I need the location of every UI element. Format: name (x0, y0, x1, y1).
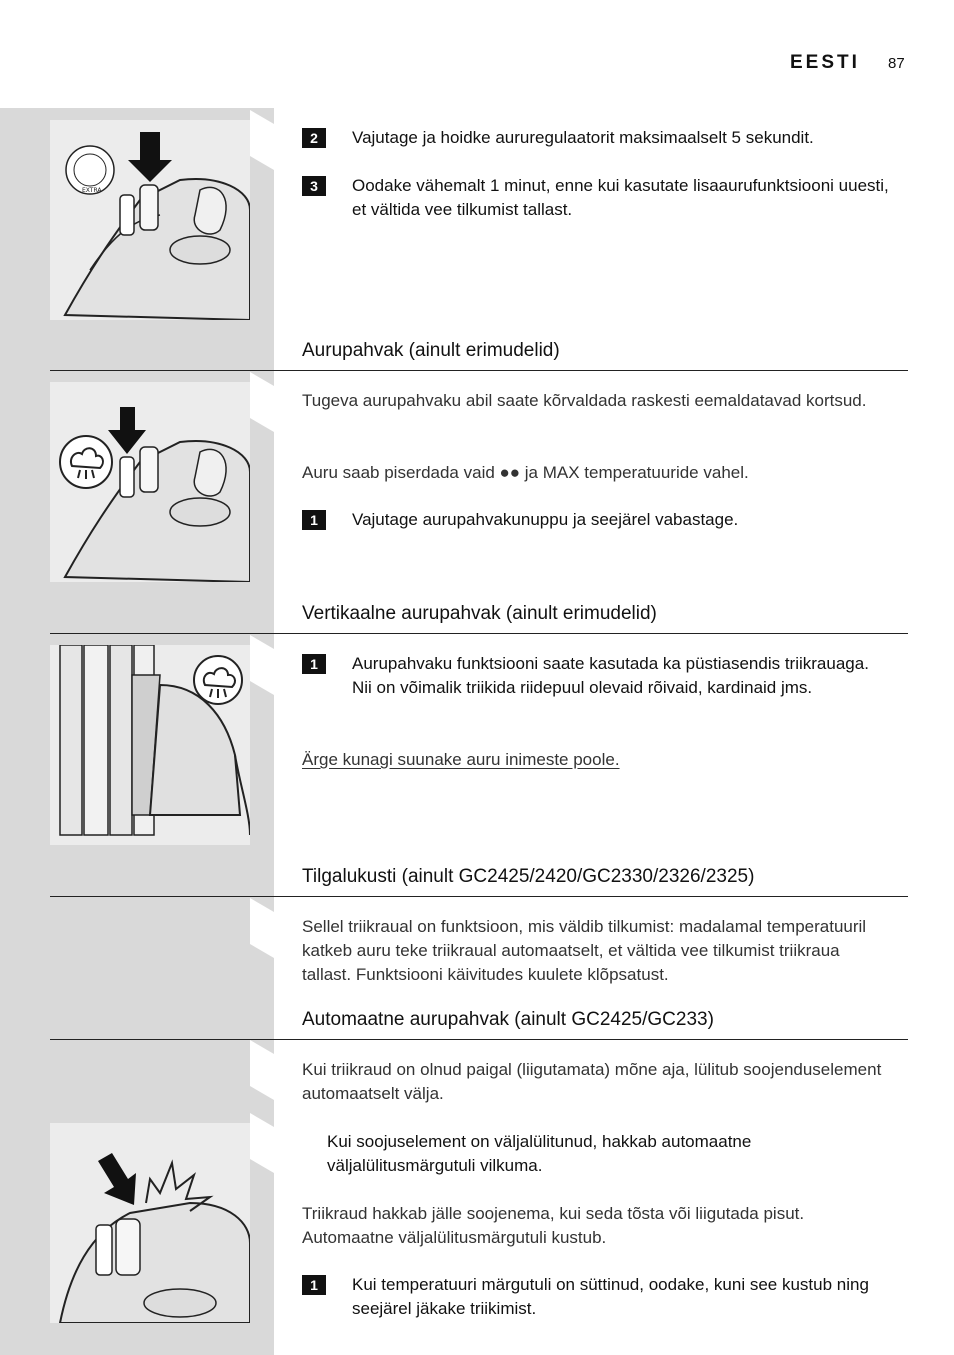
step-text: Vajutage ja hoidke aururegulaatorit maksimaalselt 5 sekundit. (352, 128, 814, 147)
illustration-auto-shutoff (50, 1123, 250, 1323)
section-heading-drip-stop: Tilgalukusti (ainult GC2425/2420/GC2330/2326/2325) (302, 866, 755, 887)
page-tab (250, 110, 274, 170)
section-divider (50, 1039, 908, 1040)
paragraph: Sellel triikraual on funktsioon, mis väldib tilkumist: madalamal temperatuuril katkeb auru teke triikraual automaatselt, et vältida vee tilkumist triikraua tallast. Funktsiooni käivitudes kuulete klõpsatust. (302, 917, 867, 984)
iron-shot-of-steam-icon (50, 382, 250, 582)
section-divider (50, 633, 908, 634)
step-item (302, 508, 902, 532)
step-item (302, 174, 902, 222)
page-number: 87 (888, 55, 905, 72)
step-item (302, 126, 902, 150)
note-text: Kui soojuselement on väljalülitunud, hakkab automaatne väljalülitusmärgutuli vilkuma. (327, 1132, 752, 1175)
step-number: 1 (302, 510, 326, 530)
step-number: 1 (302, 654, 326, 674)
page-tab (250, 1113, 274, 1173)
section-heading-vertical-shot: Vertikaalne aurupahvak (ainult erimudelid) (302, 603, 657, 624)
paragraph: Triikraud hakkab jälle soojenema, kui seda tõsta või liigutada pisut. Automaatne väljalülitusmärgutuli kustub. (302, 1204, 805, 1247)
illustration-shot-of-steam (50, 382, 250, 582)
step-text: Aurupahvaku funktsiooni saate kasutada ka püstiasendis triikrauaga. Nii on võimalik triikida riidepuul olevaid rõivaid, kardinaid jms. (352, 654, 869, 697)
svg-text:EXTRA: EXTRA (82, 187, 102, 194)
paragraph: Kui triikraud on olnud paigal (liigutamata) mõne aja, lülitub soojenduselement automaatselt välja. (302, 1060, 882, 1103)
step-text: Oodake vähemalt 1 minut, enne kui kasutate lisaaurufunktsiooni uuesti, et vältida vee tilkumist tallast. (352, 176, 889, 219)
iron-auto-shutoff-icon (50, 1123, 250, 1323)
iron-vertical-steam-icon (50, 645, 250, 845)
language-label: EESTI (790, 52, 860, 73)
step-item (302, 1273, 902, 1321)
iron-steam-regulator-icon (50, 120, 250, 320)
section-divider (50, 896, 908, 897)
paragraph: Tugeva aurupahvaku abil saate kõrvaldada raskesti eemaldatavad kortsud. (302, 391, 867, 410)
section-divider (50, 370, 908, 371)
page-tab (250, 635, 274, 695)
page-tab (250, 1040, 274, 1100)
step-number: 3 (302, 176, 326, 196)
illustration-vertical-steam (50, 645, 250, 845)
page-tab (250, 372, 274, 432)
page-tab (250, 898, 274, 958)
paragraph: Auru saab piserdada vaid ●● ja MAX temperatuuride vahel. (302, 463, 749, 482)
section-heading-shot-of-steam: Aurupahvak (ainult erimudelid) (302, 340, 560, 361)
step-text: Vajutage aurupahvakunuppu ja seejärel vabastage. (352, 510, 739, 529)
step-number: 1 (302, 1275, 326, 1295)
section-heading-auto-shutoff: Automaatne aurupahvak (ainult GC2425/GC233) (302, 1009, 714, 1030)
step-number: 2 (302, 128, 326, 148)
warning-text: Ärge kunagi suunake auru inimeste poole. (302, 750, 620, 769)
illustration-steam-regulator (50, 120, 250, 320)
step-text: Kui temperatuuri märgutuli on süttinud, oodake, kuni see kustub ning seejärel jäkake triikimist. (352, 1275, 869, 1318)
step-item (302, 652, 902, 700)
